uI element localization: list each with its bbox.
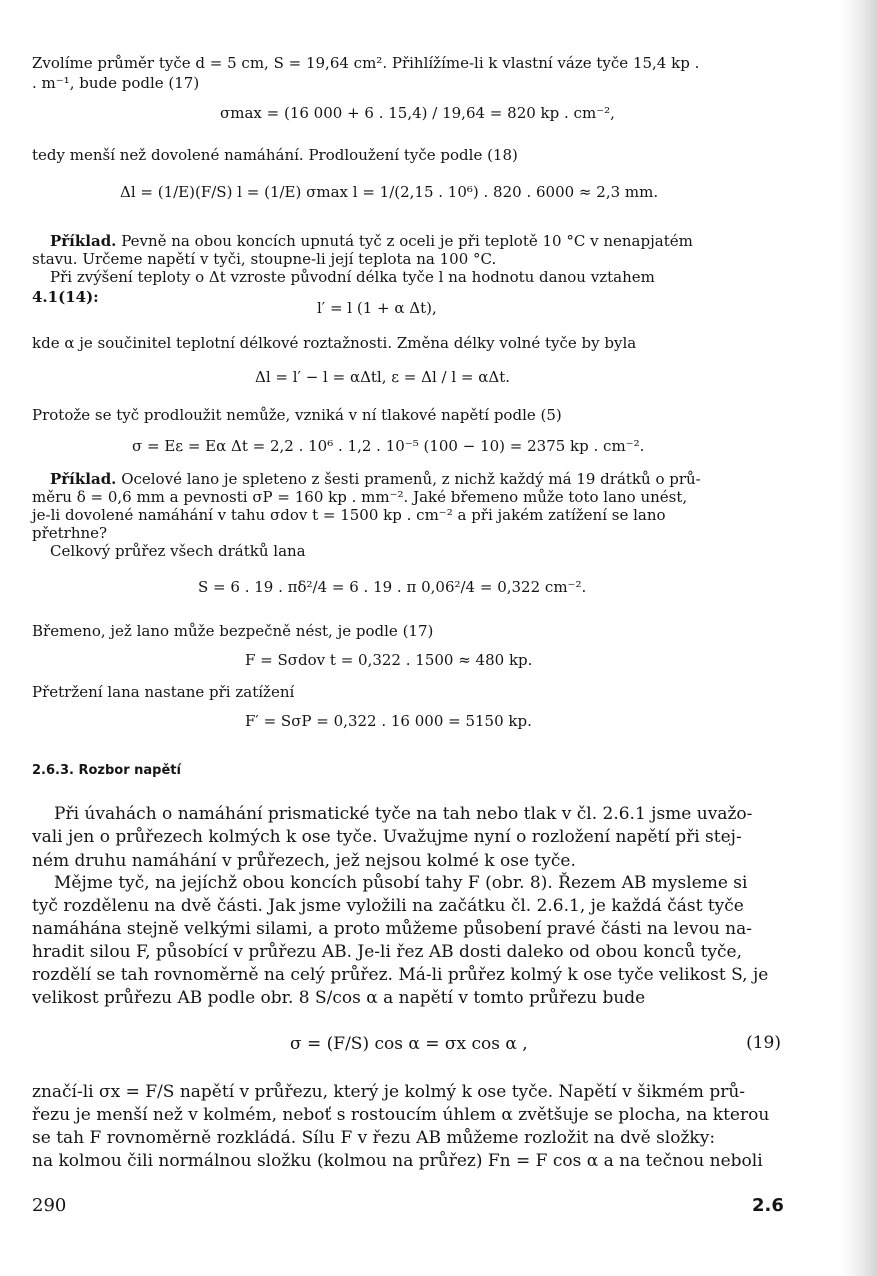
text-line: Protože se tyč prodloužit nemůže, vzniká v ní tlakové napětí podle (5) <box>32 406 562 424</box>
text-line: Pevně na obou koncích upnutá tyč z oceli je při teplotě 10 °C v nenapjatém <box>121 232 693 250</box>
text-line: měru δ = 0,6 mm a pevnosti σP = 160 kp . mm⁻². Jaké břemeno může toto lano unést, <box>32 488 688 506</box>
page-number: 290 <box>32 1195 67 1216</box>
equation-safe-load: F = Sσdov t = 0,322 . 1500 ≈ 480 kp. <box>245 651 533 669</box>
text-line: Ocelové lano je spleteno z šesti pramenů, z nichž každý má 19 drátků o prů- <box>121 470 701 488</box>
section-number: 2.6 <box>752 1195 784 1216</box>
page-edge-shadow <box>841 0 877 1276</box>
text-line: hradit silou F, působící v průřezu AB. Je-li řez AB dosti daleko od obou konců tyče, <box>32 942 743 962</box>
text-line: řezu je menší než v kolmém, neboť s rostoucím úhlem α zvětšuje se plocha, na kterou <box>32 1105 770 1125</box>
text-line: Břemeno, jež lano může bezpečně nést, je podle (17) <box>32 622 434 640</box>
text-line: . m⁻¹, bude podle (17) <box>32 74 200 92</box>
text-line: značí-li σx = F/S napětí v průřezu, který je kolmý k ose tyče. Napětí v šikmém prů- <box>32 1082 746 1102</box>
text-line: stavu. Určeme napětí v tyči, stoupne-li její teplota na 100 °C. <box>32 250 497 268</box>
reference: 4.1(14): <box>32 288 99 306</box>
text-line: je-li dovolené namáhání v tahu σdov t = 1500 kp . cm⁻² a při jakém zatížení se lano <box>32 506 666 524</box>
text-line: tyč rozdělenu na dvě části. Jak jsme vyložili na začátku čl. 2.6.1, je každá část tyče <box>32 896 744 916</box>
equation-number: (19) <box>746 1033 781 1053</box>
text-line: kde α je součinitel teplotní délkové roztažnosti. Změna délky volné tyče by byla <box>32 334 637 352</box>
text-line: ném druhu namáhání v průřezech, jež nejsou kolmé k ose tyče. <box>32 851 576 871</box>
equation-elongation: Δl = (1/E)(F/S) l = (1/E) σmax l = 1/(2,15 . 10⁶) . 820 . 6000 ≈ 2,3 mm. <box>120 183 659 201</box>
text-line: Zvolíme průměr tyče d = 5 cm, S = 19,64 cm². Přihlížíme-li k vlastní váze tyče 15,4 kp . <box>32 54 700 72</box>
equation-stress: σ = Eε = Eα Δt = 2,2 . 10⁶ . 1,2 . 10⁻⁵ (100 − 10) = 2375 kp . cm⁻². <box>132 437 645 455</box>
text-line: na kolmou čili normálnou složku (kolmou na průřez) Fn = F cos α a na tečnou neboli <box>32 1151 763 1171</box>
example-label: Příklad. <box>50 470 117 488</box>
text-line: namáhána stejně velkými silami, a proto můžeme působení pravé části na levou na- <box>32 919 752 939</box>
text-line: Při zvýšení teploty o Δt vzroste původní délka tyče l na hodnotu danou vztahem <box>50 268 655 286</box>
text-line: přetrhne? <box>32 524 108 542</box>
text-line: velikost průřezu AB podle obr. 8 S/cos α a napětí v tomto průřezu bude <box>32 988 646 1008</box>
equation-strain: Δl = l′ − l = αΔtl, ε = Δl / l = αΔt. <box>255 368 511 386</box>
text-line: se tah F rovnoměrně rozkládá. Sílu F v řezu AB můžeme rozložit na dvě složky: <box>32 1128 716 1148</box>
text-line: Přetržení lana nastane při zatížení <box>32 683 295 701</box>
section-heading: 2.6.3. Rozbor napětí <box>32 763 181 778</box>
text-line: rozdělí se tah rovnoměrně na celý průřez. Má-li průřez kolmý k ose tyče velikost S, je <box>32 965 769 985</box>
text-line: Mějme tyč, na jejíchž obou koncích působí tahy F (obr. 8). Řezem AB mysleme si <box>54 873 748 893</box>
text-line: Při úvahách o namáhání prismatické tyče na tah nebo tlak v čl. 2.6.1 jsme uvažo- <box>54 804 753 824</box>
equation-cross-section: S = 6 . 19 . πδ²/4 = 6 . 19 . π 0,06²/4 = 0,322 cm⁻². <box>198 578 587 596</box>
equation-19: σ = (F/S) cos α = σx cos α , <box>290 1034 528 1054</box>
text-line: vali jen o průřezech kolmých k ose tyče. Uvažujme nyní o rozložení napětí při stej- <box>32 827 742 847</box>
text-line: Celkový průřez všech drátků lana <box>50 542 306 560</box>
equation-thermal-length: l′ = l (1 + α Δt), <box>317 299 437 317</box>
equation-sigma-max: σmax = (16 000 + 6 . 15,4) / 19,64 = 820 kp . cm⁻², <box>220 104 615 122</box>
text-line: tedy menší než dovolené namáhání. Prodloužení tyče podle (18) <box>32 146 518 164</box>
equation-breaking-load: F′ = SσP = 0,322 . 16 000 = 5150 kp. <box>245 712 532 730</box>
example-label: Příklad. <box>50 232 117 250</box>
